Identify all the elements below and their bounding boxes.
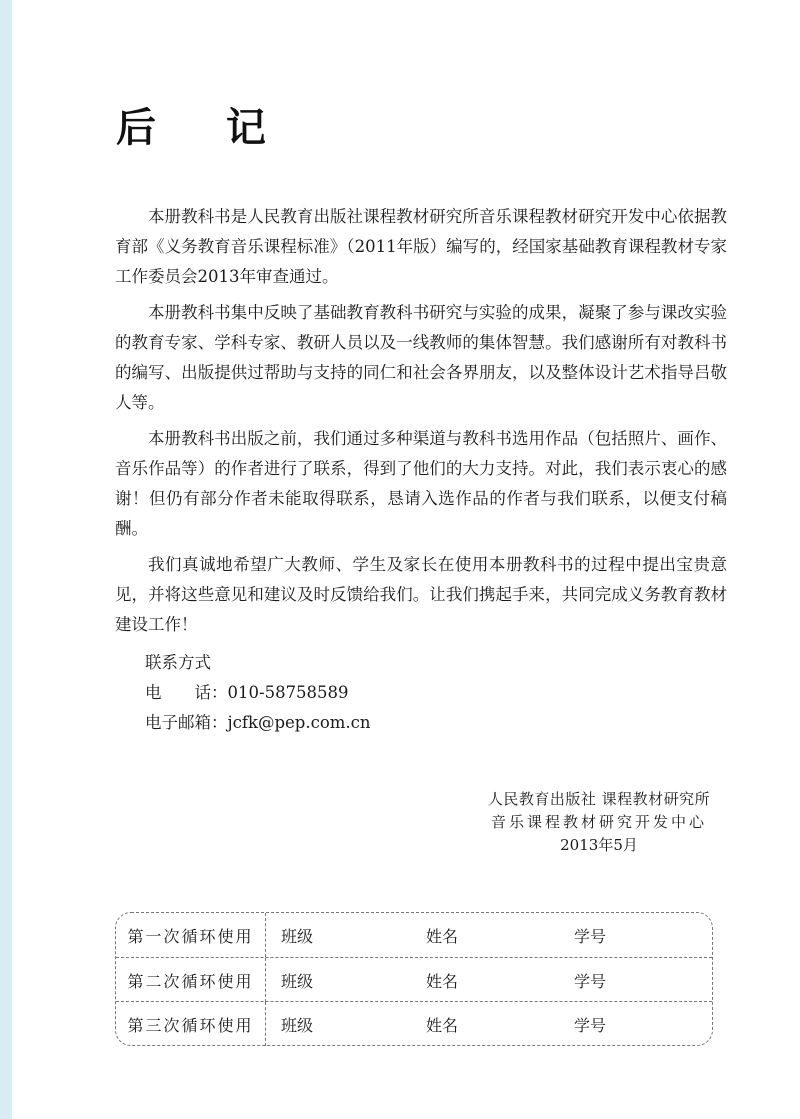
usage-row-1: [116, 913, 712, 957]
student-id-label: 学号: [574, 1015, 607, 1035]
signature-block: [470, 788, 728, 857]
signature-center: 音乐课程教材研究开发中心: [490, 813, 707, 831]
page-title: 后 记: [116, 104, 294, 151]
phone-label: 电 话：: [145, 683, 228, 702]
name-label: 姓名: [426, 1015, 459, 1035]
contact-phone-row: [145, 678, 371, 708]
email-value: jcfk@pep.com.cn: [227, 713, 371, 732]
name-label: 姓名: [426, 971, 459, 991]
usage-row-3: [116, 1001, 712, 1046]
student-id-label: 学号: [574, 926, 607, 946]
signature-date: 2013年5月: [560, 836, 638, 854]
phone-value: 010-58758589: [227, 683, 349, 702]
paragraph-2: 本册教科书集中反映了基础教育教科书研究与实验的成果，凝聚了参与课改实验的教育专家、学科专家、教研人员以及一线教师的集体智慧。我们感谢所有对教科书的编写、出版提供过帮助与支持的同仁和社会各界朋友，以及整体设计艺术指导吕敬人等。: [115, 303, 727, 412]
cycle-label: 第一次循环使用: [116, 913, 266, 957]
class-label: 班级: [281, 1015, 314, 1035]
contact-heading: 联系方式: [145, 653, 211, 672]
cycle-label: 第三次循环使用: [116, 1002, 266, 1046]
cycle-label: 第二次循环使用: [116, 958, 266, 1002]
contact-email-row: [145, 708, 371, 738]
class-label: 班级: [281, 971, 314, 991]
name-label: 姓名: [426, 926, 459, 946]
usage-record-table: [115, 912, 713, 1046]
email-label: 电子邮箱：: [145, 713, 228, 732]
paragraph-4: 我们真诚地希望广大教师、学生及家长在使用本册教科书的过程中提出宝贵意见，并将这些意见和建议及时反馈给我们。让我们携起手来，共同完成义务教育教材建设工作！: [115, 555, 727, 634]
usage-row-2: [116, 957, 712, 1002]
paragraph-3: 本册教科书出版之前，我们通过多种渠道与教科书选用作品（包括照片、画作、音乐作品等）的作者进行了联系，得到了他们的大力支持。对此，我们表示衷心的感谢！但仍有部分作者未能取得联系，恳请入选作品的作者与我们联系，以便支付稿酬。: [115, 429, 727, 538]
paragraph-1: 本册教科书是人民教育出版社课程教材研究所音乐课程教材研究开发中心依据教育部《义务教育音乐课程标准》（2011年版）编写的，经国家基础教育课程教材专家工作委员会2013年审查通过。: [115, 207, 727, 286]
student-id-label: 学号: [574, 971, 607, 991]
afterword-body: [115, 202, 727, 646]
class-label: 班级: [281, 926, 314, 946]
contact-info: [145, 648, 371, 738]
signature-org: 人民教育出版社 课程教材研究所: [487, 790, 711, 808]
page-edge-strip: [0, 0, 12, 1119]
